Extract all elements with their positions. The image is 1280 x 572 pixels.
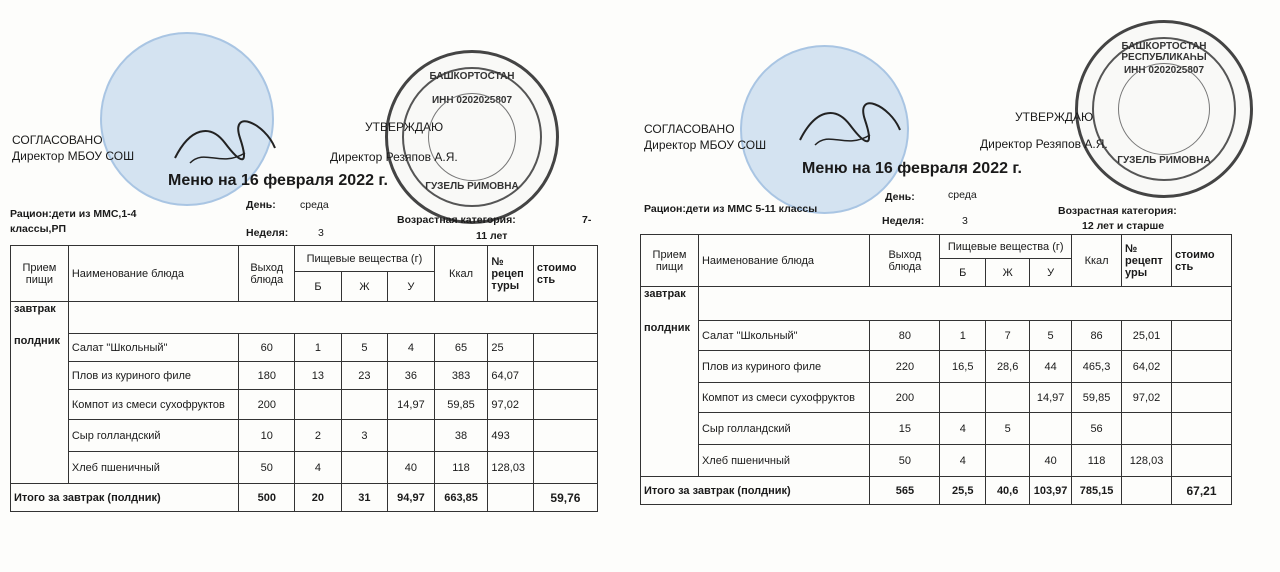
left-ration-2: классы,РП — [10, 223, 67, 235]
left-col-nutrients: Пищевые вещества (г) — [295, 246, 435, 272]
yield-cell: 180 — [239, 362, 295, 390]
u-cell: 40 — [1030, 445, 1072, 477]
dish-name: Сыр голландский — [698, 413, 870, 445]
dish-name: Салат "Школьный" — [698, 321, 870, 351]
right-col-meal: Прием пищи — [641, 235, 699, 287]
cost-cell — [1172, 321, 1232, 351]
total-cost: 59,76 — [533, 484, 597, 512]
u-cell: 36 — [388, 362, 435, 390]
right-ration: Рацион:дети из ММС 5-11 классы — [644, 203, 818, 215]
right-seal-inn: ИНН 0202025807 — [1123, 65, 1205, 76]
right-agreed-role: Директор МБОУ СОШ — [644, 138, 767, 152]
right-col-u: У — [1030, 259, 1072, 287]
left-col-cost: стоимо сть — [533, 246, 597, 302]
right-col-dish: Наименование блюда — [698, 235, 870, 287]
cost-cell — [1172, 383, 1232, 413]
table-row — [641, 383, 1232, 413]
yield-cell: 200 — [870, 383, 940, 413]
kcal-cell: 38 — [434, 420, 488, 452]
table-row — [641, 445, 1232, 477]
yield-cell: 10 — [239, 420, 295, 452]
yield-cell: 50 — [239, 452, 295, 484]
right-round-seal — [1075, 20, 1253, 198]
dish-name: Сыр голландский — [68, 420, 239, 452]
b-cell: 1 — [940, 321, 986, 351]
right-col-nutrients: Пищевые вещества (г) — [940, 235, 1072, 259]
right-age-value: 12 лет и старше — [1082, 220, 1165, 232]
yield-cell: 200 — [239, 390, 295, 420]
total-kcal: 785,15 — [1072, 477, 1122, 505]
zh-cell: 5 — [341, 334, 388, 362]
right-week-value: 3 — [962, 215, 968, 227]
total-row — [11, 484, 598, 512]
kcal-cell: 383 — [434, 362, 488, 390]
left-col-recipe: № рецеп туры — [488, 246, 533, 302]
recipe-cell: 128,03 — [488, 452, 533, 484]
right-agreed: СОГЛАСОВАНО — [644, 122, 735, 136]
b-cell: 2 — [295, 420, 342, 452]
right-seal-bottom-text: ГУЗЕЛЬ РИМОВНА — [1117, 155, 1211, 166]
left-col-zh: Ж — [341, 272, 388, 302]
yield-cell: 50 — [870, 445, 940, 477]
kcal-cell: 65 — [434, 334, 488, 362]
dish-name: Компот из смеси сухофруктов — [698, 383, 870, 413]
right-col-b: Б — [940, 259, 986, 287]
left-meal-snack: полдник — [11, 334, 69, 484]
u-cell: 40 — [388, 452, 435, 484]
b-cell — [295, 390, 342, 420]
zh-cell — [341, 452, 388, 484]
left-col-u: У — [388, 272, 435, 302]
table-row — [11, 452, 598, 484]
zh-cell — [341, 390, 388, 420]
u-cell: 5 — [1030, 321, 1072, 351]
u-cell: 14,97 — [388, 390, 435, 420]
table-row — [11, 420, 598, 452]
kcal-cell: 118 — [434, 452, 488, 484]
recipe-cell: 97,02 — [1122, 383, 1172, 413]
left-ration: Рацион:дети из ММС,1-4 — [10, 208, 137, 220]
kcal-cell: 59,85 — [434, 390, 488, 420]
cost-cell — [1172, 445, 1232, 477]
right-meal-breakfast: завтрак — [641, 287, 699, 321]
left-menu-table — [10, 245, 598, 512]
b-cell: 16,5 — [940, 351, 986, 383]
recipe-cell: 128,03 — [1122, 445, 1172, 477]
left-week-label: Неделя: — [246, 227, 289, 239]
total-u: 103,97 — [1030, 477, 1072, 505]
total-kcal: 663,85 — [434, 484, 488, 512]
cost-cell — [1172, 351, 1232, 383]
right-seal-top-text: БАШКОРТОСТАН РЕСПУБЛИКАҺЫ — [1121, 41, 1207, 63]
left-week-value: 3 — [318, 227, 324, 239]
right-col-cost: стоимо сть — [1172, 235, 1232, 287]
dish-name: Хлеб пшеничный — [698, 445, 870, 477]
left-day-value: среда — [300, 199, 329, 211]
b-cell: 13 — [295, 362, 342, 390]
b-cell: 4 — [295, 452, 342, 484]
zh-cell: 7 — [986, 321, 1030, 351]
cost-cell — [533, 390, 597, 420]
u-cell: 14,97 — [1030, 383, 1072, 413]
left-signature-icon — [170, 118, 280, 178]
left-col-kcal: Ккал — [434, 246, 488, 302]
total-u: 94,97 — [388, 484, 435, 512]
cost-cell — [533, 452, 597, 484]
kcal-cell: 118 — [1072, 445, 1122, 477]
right-meal-snack: полдник — [641, 321, 699, 477]
kcal-cell: 465,3 — [1072, 351, 1122, 383]
left-day-label: День: — [246, 199, 276, 211]
left-page-title: Меню на 16 февраля 2022 г. — [168, 172, 388, 189]
left-col-yield: Выход блюда — [239, 246, 295, 302]
recipe-cell — [1122, 413, 1172, 445]
kcal-cell: 59,85 — [1072, 383, 1122, 413]
right-empty-row — [698, 287, 1231, 321]
left-total-label: Итого за завтрак (полдник) — [11, 484, 239, 512]
left-agreed-role: Директор МБОУ СОШ — [12, 149, 135, 163]
zh-cell — [986, 383, 1030, 413]
left-seal-bottom-text: ГУЗЕЛЬ РИМОВНА — [425, 181, 519, 192]
table-row — [641, 321, 1232, 351]
b-cell: 4 — [940, 413, 986, 445]
dish-name: Салат "Школьный" — [68, 334, 239, 362]
right-week-label: Неделя: — [882, 215, 925, 227]
u-cell — [388, 420, 435, 452]
recipe-cell: 64,02 — [1122, 351, 1172, 383]
right-day-label: День: — [885, 191, 915, 203]
u-cell: 44 — [1030, 351, 1072, 383]
cost-cell — [533, 362, 597, 390]
zh-cell: 28,6 — [986, 351, 1030, 383]
total-zh: 31 — [341, 484, 388, 512]
table-row — [641, 413, 1232, 445]
right-signature-icon — [795, 100, 905, 160]
left-agreed: СОГЛАСОВАНО — [12, 133, 103, 147]
left-meal-breakfast: завтрак — [11, 302, 69, 334]
right-day-value: среда — [948, 189, 977, 201]
zh-cell: 23 — [341, 362, 388, 390]
left-approve: УТВЕРЖДАЮ — [365, 120, 444, 134]
right-approve: УТВЕРЖДАЮ — [1015, 110, 1094, 124]
yield-cell: 15 — [870, 413, 940, 445]
table-row — [641, 351, 1232, 383]
b-cell — [940, 383, 986, 413]
zh-cell — [986, 445, 1030, 477]
u-cell: 4 — [388, 334, 435, 362]
left-round-seal — [385, 50, 559, 224]
cost-cell — [1172, 413, 1232, 445]
table-row — [11, 390, 598, 420]
dish-name: Компот из смеси сухофруктов — [68, 390, 239, 420]
table-row — [11, 334, 598, 362]
recipe-cell: 25 — [488, 334, 533, 362]
b-cell: 1 — [295, 334, 342, 362]
right-page-title: Меню на 16 февраля 2022 г. — [802, 160, 1022, 177]
total-recipe — [488, 484, 533, 512]
b-cell: 4 — [940, 445, 986, 477]
right-col-yield: Выход блюда — [870, 235, 940, 287]
yield-cell: 60 — [239, 334, 295, 362]
left-approve-role: Директор Резяпов А.Я. — [330, 150, 458, 164]
left-empty-row — [68, 302, 597, 334]
kcal-cell: 56 — [1072, 413, 1122, 445]
cost-cell — [533, 334, 597, 362]
left-col-b: Б — [295, 272, 342, 302]
recipe-cell: 64,07 — [488, 362, 533, 390]
right-age-label: Возрастная категория: — [1058, 205, 1177, 217]
total-b: 20 — [295, 484, 342, 512]
total-b: 25,5 — [940, 477, 986, 505]
right-total-label: Итого за завтрак (полдник) — [641, 477, 870, 505]
total-recipe — [1122, 477, 1172, 505]
left-age-value-b: 11 лет — [476, 230, 508, 242]
right-col-recipe: № рецепт уры — [1122, 235, 1172, 287]
dish-name: Хлеб пшеничный — [68, 452, 239, 484]
dish-name: Плов из куриного филе — [698, 351, 870, 383]
recipe-cell: 97,02 — [488, 390, 533, 420]
cost-cell — [533, 420, 597, 452]
table-row — [11, 362, 598, 390]
right-col-zh: Ж — [986, 259, 1030, 287]
recipe-cell: 493 — [488, 420, 533, 452]
total-zh: 40,6 — [986, 477, 1030, 505]
left-age-label: Возрастная категория: — [397, 214, 516, 226]
right-menu-table — [640, 234, 1232, 505]
total-yield: 500 — [239, 484, 295, 512]
dish-name: Плов из куриного филе — [68, 362, 239, 390]
total-row — [641, 477, 1232, 505]
zh-cell: 5 — [986, 413, 1030, 445]
left-seal-inn: ИНН 0202025807 — [431, 95, 513, 106]
right-col-kcal: Ккал — [1072, 235, 1122, 287]
left-age-value-a: 7- — [582, 214, 592, 226]
left-col-meal: Прием пищи — [11, 246, 69, 302]
u-cell — [1030, 413, 1072, 445]
zh-cell: 3 — [341, 420, 388, 452]
right-approve-role: Директор Резяпов А.Я. — [980, 137, 1108, 151]
kcal-cell: 86 — [1072, 321, 1122, 351]
recipe-cell: 25,01 — [1122, 321, 1172, 351]
yield-cell: 220 — [870, 351, 940, 383]
total-yield: 565 — [870, 477, 940, 505]
left-col-dish: Наименование блюда — [68, 246, 239, 302]
left-seal-top-text: БАШКОРТОСТАН — [429, 71, 515, 82]
total-cost: 67,21 — [1172, 477, 1232, 505]
yield-cell: 80 — [870, 321, 940, 351]
